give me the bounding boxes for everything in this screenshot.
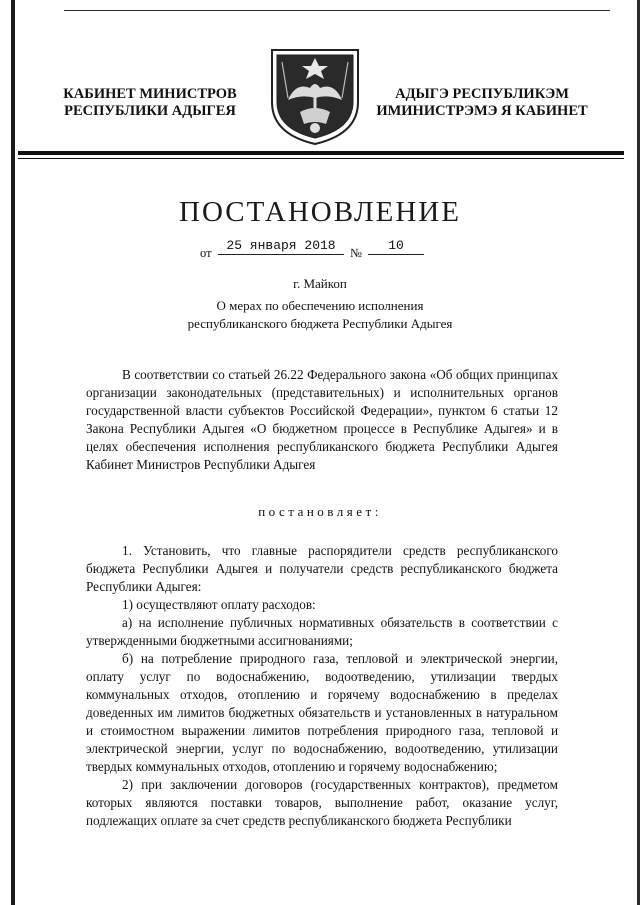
subject [0,297,640,333]
document-title: ПОСТАНОВЛЕНИЕ [179,196,461,228]
number-label: № [350,246,362,260]
date-from-label: от [200,246,212,260]
header-left-line2: РЕСПУБЛИКИ АДЫГЕЯ [64,103,236,119]
header-left-line1: КАБИНЕТ МИНИСТРОВ [63,86,237,102]
header-right-line1: АДЫГЭ РЕСПУБЛИКЭМ [395,86,569,102]
decree-body [86,542,558,830]
scan-top-line [64,10,610,11]
decree-word: постановляет: [258,504,382,519]
paragraph-1-1: 1) осуществляют оплату расходов: [122,597,316,612]
coat-of-arms-icon [266,42,364,146]
preamble [86,366,558,474]
subject-line2: республиканского бюджета Республики Адыгея [187,316,453,331]
paragraph-1-1-a: а) на исполнение публичных нормативных обязательств в соответствии с утвержденными бюджетными ассигнованиями; [86,615,558,648]
header-left [58,86,242,120]
date-value: 25 января 2018 [218,238,344,255]
subject-line1: О мерах по обеспечению исполнения [216,298,424,313]
paragraph-1: 1. Установить, что главные распорядители средств республиканского бюджета Республики Адыгея и получатели средств республиканского бюджета Республики Адыгея: [86,543,558,594]
preamble-text: В соответствии со статьей 26.22 Федерального закона «Об общих принципах организации законодательных (представительных) и исполнительных органов государственной власти субъектов Российской Федерации», пунктом 6 статьи 12 Закона Республики Адыгея «О бюджетном процессе в Республике Адыгея» и в целях обеспечения исполнения республиканского бюджета Республики Адыгея Кабинет Министров Республики Адыгея [86,367,558,472]
paragraph-1-1-b: б) на потребление природного газа, тепловой и электрической энергии, оплату услуг по водоснабжению, водоотведению, утилизации твердых коммунальных отходов, отоплению и горячему водоснабжению в пределах доведенных им лимитов бюджетных обязательств и установленных в натуральном и стоимостном выражении лимитов потребления природного газа, тепловой и электрической энергии, услуг по водоснабжению, водоотведению, утилизации твердых коммунальных отходов, отоплению и горячему водоснабжению; [86,651,558,774]
number-value: 10 [368,238,424,255]
header-rule-thin [18,158,624,159]
header-right-line2: ИМИНИСТРЭМЭ Я КАБИНЕТ [376,103,588,119]
scan-left-edge [11,0,15,905]
header-right [366,86,598,120]
header-rule-thick [18,151,624,155]
city: г. Майкоп [293,276,347,291]
paragraph-1-2: 2) при заключении договоров (государственных контрактов), предметом которых являются поставки товаров, выполнение работ, оказание услуг, подлежащих оплате за счет средств республиканского бюджета Республики [86,777,558,828]
